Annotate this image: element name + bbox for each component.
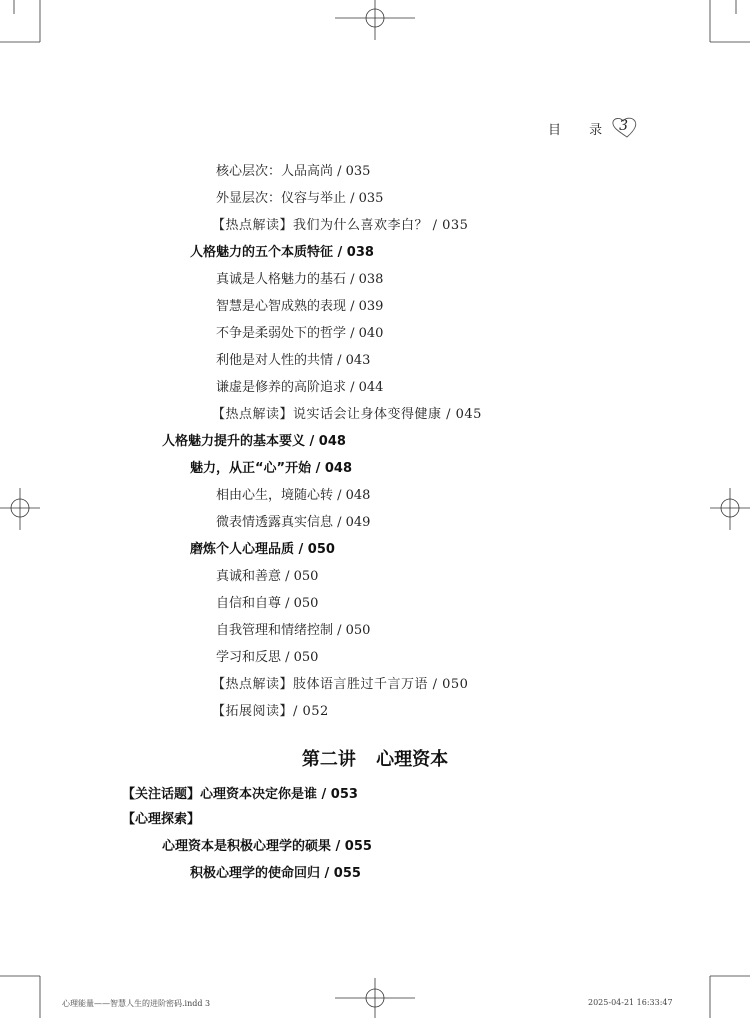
toc-entry: 微表情透露真实信息 / 049 [216,515,371,530]
print-slug-filename: 心理能量——智慧人生的进阶密码.indd 3 [62,999,211,1008]
toc-entry: 不争是柔弱处下的哲学 / 040 [216,326,384,341]
toc-topic-heading: 【关注话题】心理资本决定你是谁 / 053 [122,787,358,802]
toc-entry: 核心层次：人品高尚 / 035 [216,164,371,179]
toc-entry: 相由心生，境随心转 / 048 [216,488,371,503]
toc-entry-hot-topic: 【热点解读】肢体语言胜过千言万语 / 050 [212,677,469,692]
toc-entry: 真诚和善意 / 050 [216,569,319,584]
print-slug-timestamp: 2025-04-21 16:33:47 [588,998,673,1007]
toc-entry: 谦虚是修养的高阶追求 / 044 [216,380,384,395]
page-number: 3 [619,118,629,134]
toc-section-heading: 积极心理学的使命回归 / 055 [190,866,361,881]
page-number-badge [610,116,644,140]
toc-entry: 学习和反思 / 050 [216,650,319,665]
toc-topic-heading: 【心理探索】 [122,812,201,827]
toc-entry-hot-topic: 【热点解读】说实话会让身体变得健康 / 045 [212,407,482,422]
toc-entry: 自我管理和情绪控制 / 050 [216,623,371,638]
toc-entry-extended-reading: 【拓展阅读】/ 052 [212,704,329,719]
toc-section-heading: 人格魅力的五个本质特征 / 038 [190,245,374,260]
toc-section-heading: 磨炼个人心理品质 / 050 [190,542,335,557]
chapter-title: 第二讲 心理资本 [301,749,449,770]
toc-entry-hot-topic: 【热点解读】我们为什么喜欢李白？ / 035 [212,218,469,233]
toc-part-heading: 人格魅力提升的基本要义 / 048 [162,434,346,449]
toc-part-heading: 心理资本是积极心理学的硕果 / 055 [162,839,372,854]
header-title: 目 录 [548,122,615,138]
toc-entry: 真诚是人格魅力的基石 / 038 [216,272,384,287]
toc-entry: 利他是对人性的共情 / 043 [216,353,371,368]
toc-entry: 外显层次：仪容与举止 / 035 [216,191,384,206]
toc-entry: 自信和自尊 / 050 [216,596,319,611]
toc-entry: 智慧是心智成熟的表现 / 039 [216,299,384,314]
running-header [548,116,644,140]
toc-section-heading: 魅力，从正“心”开始 / 048 [190,461,353,476]
